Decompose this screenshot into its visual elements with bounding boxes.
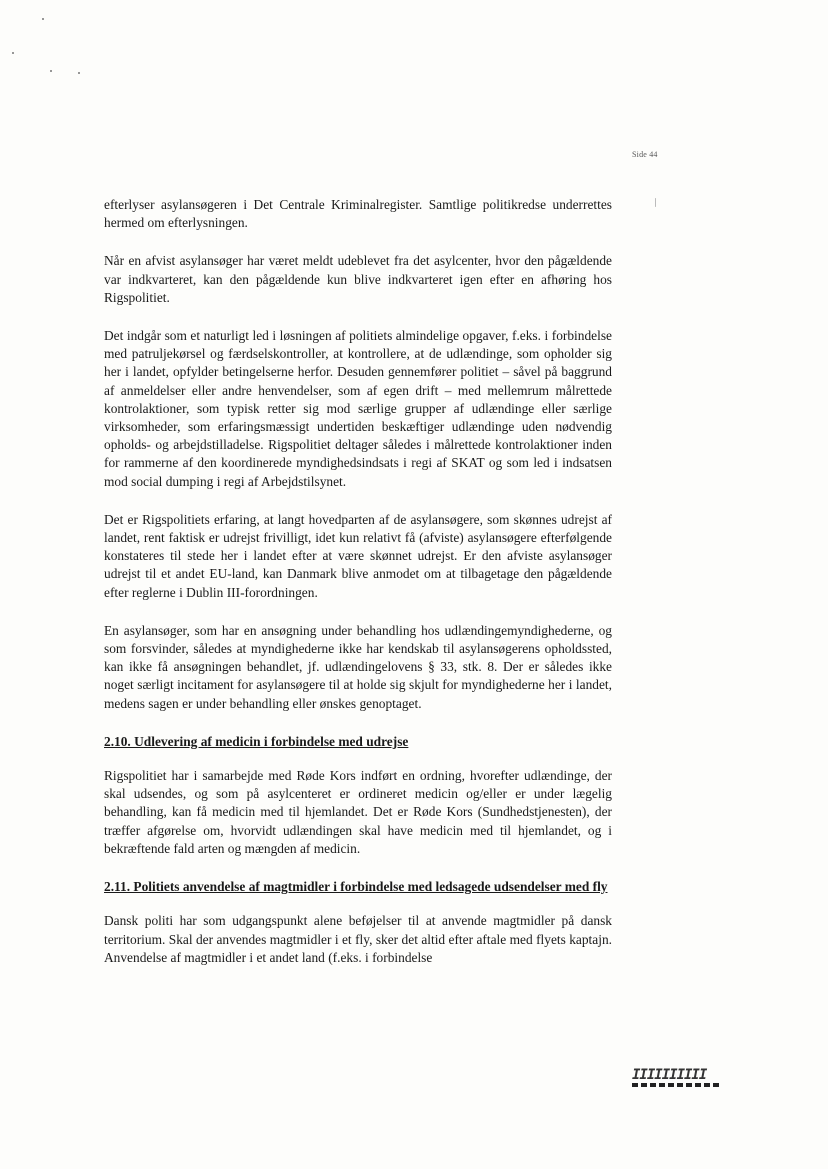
section-heading-2-11: 2.11. Politiets anvendelse af magtmidler i forbindelse med ledsagede udsendelser med fly bbox=[104, 879, 608, 895]
binding-mark: IIIIIIIIII bbox=[632, 1067, 707, 1083]
scan-speck bbox=[42, 18, 44, 20]
scan-speck bbox=[655, 198, 656, 207]
document-body bbox=[104, 196, 612, 987]
paragraph: Det indgår som et naturligt led i løsningen af politiets almindelige opgaver, f.eks. i forbindelse med patruljekørsel og færdselskontroller, at kontrollere, at de udlændinge, som opholder sig her i landet, opfylder betingelserne herfor. Desuden gennemfører politiet – såvel på baggrund af anmeldelser eller andre henvendelser, som af egen drift – med mellemrum målrettede kontrolaktioner, som typisk retter sig mod særlige grupper af udlændinge eller særlige virksomheder, som erfaringsmæssigt undertiden beskæftiger udlændinge uden nødvendig opholds- og arbejdstilladelse. Rigspolitiet deltager således i målrettede kontrolaktioner inden for rammerne af den koordinerede myndighedsindsats i regi af SKAT og som led i indsatsen mod social dumping i regi af Arbejdstilsynet. bbox=[104, 328, 612, 489]
scan-speck bbox=[50, 70, 52, 72]
scan-speck bbox=[78, 72, 80, 74]
section-heading-2-10: 2.10. Udlevering af medicin i forbindelse med udrejse bbox=[104, 733, 409, 749]
page-number: Side 44 bbox=[632, 150, 658, 159]
paragraph: efterlyser asylansøgeren i Det Centrale Kriminalregister. Samtlige politikredse underrettes hermed om efterlysningen. bbox=[104, 197, 612, 231]
binding-dots bbox=[632, 1083, 720, 1087]
paragraph: En asylansøger, som har en ansøgning under behandling hos udlændingemyndighederne, og som forsvinder, således at myndighederne ikke har kendskab til asylansøgerens opholdssted, kan ikke få ansøgningen behandlet, jf. udlændingelovens § 33, stk. 8. Der er således ikke noget særligt incitament for asylansøgere til at holde sig skjult for myndighederne her i landet, medens sagen er under behandling eller ønskes genoptaget. bbox=[104, 622, 612, 711]
paragraph: Det er Rigspolitiets erfaring, at langt hovedparten af de asylansøgere, som skønnes udrejst af landet, rent faktisk er udrejst frivilligt, idet kun relativt få (afviste) asylansøgere efterfølgende konstateres til stede her i landet efter at være skønnet udrejst. Er den afviste asylansøger udrejst til et andet EU-land, kan Danmark blive anmodet om at tilbagetage den pågældende efter reglerne i Dublin III-forordningen. bbox=[104, 511, 612, 600]
section-2-11-body: Dansk politi har som udgangspunkt alene beføjelser til at anvende magtmidler på dansk territorium. Skal der anvendes magtmidler i et fly, sker det altid efter aftale med flyets kaptajn. Anvendelse af magtmidler i et andet land (f.eks. i forbindelse bbox=[104, 913, 612, 965]
section-2-10-body: Rigspolitiet har i samarbejde med Røde Kors indført en ordning, hvorefter udlændinge, der skal udsendes, og som på asylcenteret er ordineret medicin og/eller er under lægelig behandling, kan få medicin med til hjemlandet. Det er Røde Kors (Sundhedstjenesten), der træffer afgørelse om, hvorvidt udlændingen skal have medicin med til hjemlandet, og i bekræftende fald arten og mængden af medicin. bbox=[104, 768, 612, 856]
paragraph: Når en afvist asylansøger har været meldt udeblevet fra det asylcenter, hvor den pågældende var indkvarteret, kan den pågældende kun blive indkvarteret igen efter en afhøring hos Rigspolitiet. bbox=[104, 253, 612, 305]
scan-speck bbox=[12, 52, 14, 54]
